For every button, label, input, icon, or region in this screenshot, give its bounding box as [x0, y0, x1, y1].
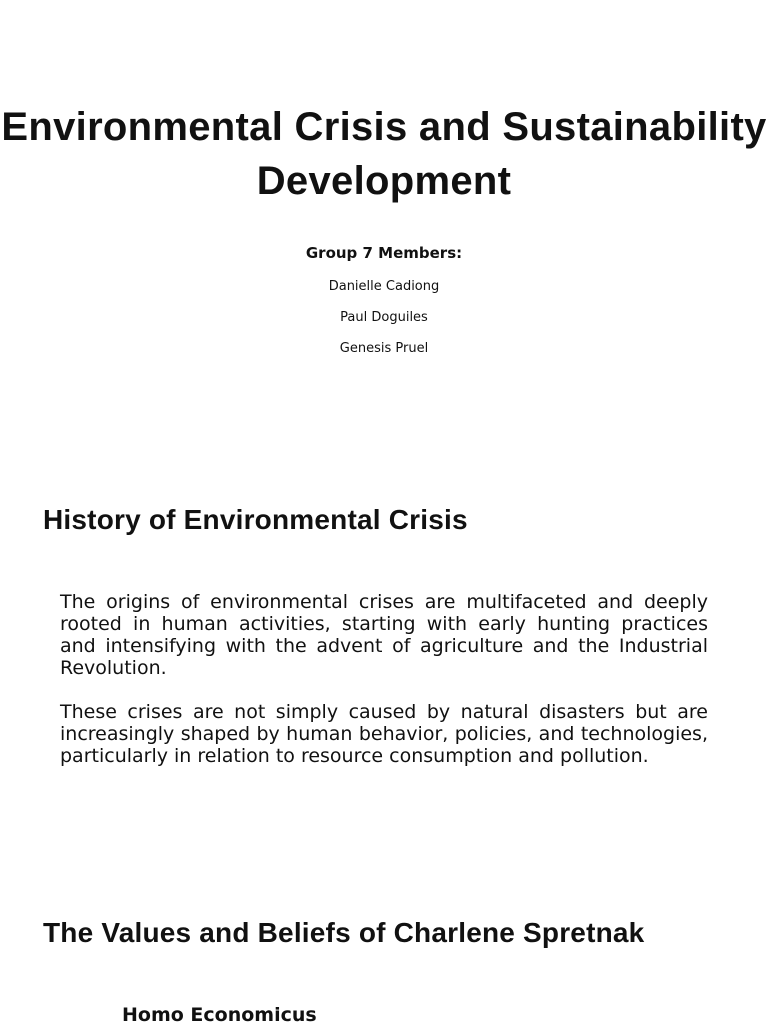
paragraph: The origins of environmental crises are multifaceted and deeply rooted in human activities, starting with early hunting practices and intensifying with the advent of agriculture and the Industrial Revolution.: [60, 591, 708, 679]
member-name: Genesis Pruel: [339, 341, 429, 356]
subsection-heading: Homo Economicus: [122, 1004, 317, 1026]
member-name: Paul Doguiles: [340, 310, 428, 325]
paragraph: These crises are not simply caused by natural disasters but are increasingly shaped by human behavior, policies, and technologies, particularly in relation to resource consumption and pollution.: [60, 701, 708, 767]
members-heading: Group 7 Members:: [305, 244, 463, 262]
section-heading-history: History of Environmental Crisis: [43, 504, 468, 535]
document-title: Environmental Crisis and Sustainability Development: [1, 105, 767, 203]
member-name: Danielle Cadiong: [328, 279, 440, 294]
section-heading-values: The Values and Beliefs of Charlene Spretnak: [43, 917, 645, 948]
